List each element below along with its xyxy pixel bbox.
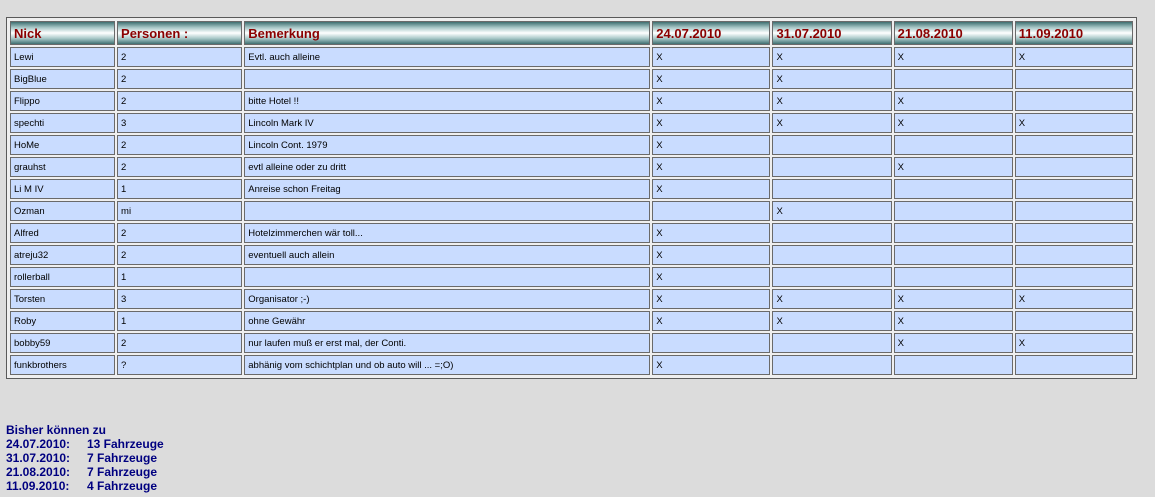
cell-bemerkung: ohne Gewähr xyxy=(244,311,650,331)
cell-personen: 1 xyxy=(117,267,242,287)
summary-line xyxy=(6,451,164,465)
cell-date-4 xyxy=(1015,91,1133,111)
cell-bemerkung: Evtl. auch alleine xyxy=(244,47,650,67)
cell-nick: Alfred xyxy=(10,223,115,243)
cell-date-4 xyxy=(1015,355,1133,375)
summary-count: 7 Fahrzeuge xyxy=(87,451,158,465)
table-row xyxy=(10,267,1133,287)
cell-date-3: X xyxy=(894,113,1013,133)
table-row xyxy=(10,69,1133,89)
summary-date: 24.07.2010: xyxy=(6,437,71,451)
cell-date-3: X xyxy=(894,289,1013,309)
table-row xyxy=(10,289,1133,309)
table-row xyxy=(10,223,1133,243)
cell-bemerkung xyxy=(244,201,650,221)
cell-date-4 xyxy=(1015,135,1133,155)
cell-personen: 2 xyxy=(117,333,242,353)
cell-date-4 xyxy=(1015,223,1133,243)
cell-date-2 xyxy=(772,355,891,375)
table-row xyxy=(10,355,1133,375)
cell-bemerkung: Hotelzimmerchen wär toll... xyxy=(244,223,650,243)
summary-date: 11.09.2010: xyxy=(6,479,70,493)
table-header-row xyxy=(10,21,1133,45)
header-nick: Nick xyxy=(10,21,115,45)
cell-date-1: X xyxy=(652,267,770,287)
cell-date-3: X xyxy=(894,157,1013,177)
cell-date-2: X xyxy=(772,201,891,221)
cell-bemerkung: nur laufen muß er erst mal, der Conti. xyxy=(244,333,650,353)
cell-personen: 2 xyxy=(117,135,242,155)
cell-date-2: X xyxy=(772,69,891,89)
table-row xyxy=(10,245,1133,265)
header-bemerkung: Bemerkung xyxy=(244,21,650,45)
cell-date-1: X xyxy=(652,91,770,111)
cell-personen: mi xyxy=(117,201,242,221)
cell-date-2: X xyxy=(772,47,891,67)
cell-date-2 xyxy=(772,179,891,199)
cell-bemerkung: Lincoln Mark IV xyxy=(244,113,650,133)
cell-date-3: X xyxy=(894,333,1013,353)
table-body xyxy=(10,47,1133,375)
cell-bemerkung: eventuell auch allein xyxy=(244,245,650,265)
cell-nick: Roby xyxy=(10,311,115,331)
cell-bemerkung: abhänig vom schichtplan und ob auto will ... =;O) xyxy=(244,355,650,375)
cell-nick: grauhst xyxy=(10,157,115,177)
cell-date-3 xyxy=(894,223,1013,243)
cell-date-1: X xyxy=(652,223,770,243)
cell-personen: 2 xyxy=(117,47,242,67)
cell-nick: HoMe xyxy=(10,135,115,155)
cell-date-2: X xyxy=(772,91,891,111)
table-row xyxy=(10,47,1133,67)
cell-nick: rollerball xyxy=(10,267,115,287)
cell-bemerkung: bitte Hotel !! xyxy=(244,91,650,111)
cell-date-4 xyxy=(1015,245,1133,265)
cell-nick: Flippo xyxy=(10,91,115,111)
table-row xyxy=(10,113,1133,133)
cell-date-3 xyxy=(894,135,1013,155)
cell-personen: 2 xyxy=(117,245,242,265)
cell-personen: 2 xyxy=(117,69,242,89)
cell-date-1: X xyxy=(652,311,770,331)
cell-date-4 xyxy=(1015,179,1133,199)
cell-date-2 xyxy=(772,135,891,155)
header-date-4: 11.09.2010 xyxy=(1015,21,1133,45)
summary-line xyxy=(6,479,164,493)
cell-date-2 xyxy=(772,157,891,177)
cell-personen: 2 xyxy=(117,157,242,177)
cell-date-1: X xyxy=(652,47,770,67)
cell-date-3: X xyxy=(894,47,1013,67)
summary-date: 21.08.2010: xyxy=(6,465,71,479)
cell-nick: Lewi xyxy=(10,47,115,67)
header-date-3: 21.08.2010 xyxy=(894,21,1013,45)
cell-nick: Li M IV xyxy=(10,179,115,199)
cell-date-1 xyxy=(652,201,770,221)
cell-date-1: X xyxy=(652,355,770,375)
cell-personen: 1 xyxy=(117,179,242,199)
summary-date: 31.07.2010: xyxy=(6,451,71,465)
header-personen: Personen : xyxy=(117,21,242,45)
cell-date-4 xyxy=(1015,201,1133,221)
cell-date-4 xyxy=(1015,267,1133,287)
cell-date-1: X xyxy=(652,113,770,133)
cell-date-1: X xyxy=(652,245,770,265)
cell-nick: atreju32 xyxy=(10,245,115,265)
cell-personen: 2 xyxy=(117,91,242,111)
cell-date-4: X xyxy=(1015,289,1133,309)
table-row xyxy=(10,201,1133,221)
summary-count: 7 Fahrzeuge xyxy=(87,465,158,479)
cell-date-3 xyxy=(894,245,1013,265)
cell-nick: BigBlue xyxy=(10,69,115,89)
cell-bemerkung: Organisator ;-) xyxy=(244,289,650,309)
table-row xyxy=(10,311,1133,331)
cell-date-2 xyxy=(772,267,891,287)
summary-count: 4 Fahrzeuge xyxy=(87,479,158,493)
cell-personen: ? xyxy=(117,355,242,375)
summary-heading: Bisher können zu xyxy=(6,423,107,437)
table-row xyxy=(10,91,1133,111)
cell-date-4 xyxy=(1015,157,1133,177)
cell-nick: spechti xyxy=(10,113,115,133)
cell-bemerkung: Anreise schon Freitag xyxy=(244,179,650,199)
cell-personen: 3 xyxy=(117,289,242,309)
cell-bemerkung: Lincoln Cont. 1979 xyxy=(244,135,650,155)
cell-date-4: X xyxy=(1015,47,1133,67)
cell-date-3 xyxy=(894,69,1013,89)
cell-date-2: X xyxy=(772,311,891,331)
table-row xyxy=(10,333,1133,353)
cell-bemerkung xyxy=(244,267,650,287)
cell-personen: 2 xyxy=(117,223,242,243)
cell-date-4: X xyxy=(1015,113,1133,133)
cell-nick: bobby59 xyxy=(10,333,115,353)
cell-bemerkung: evtl alleine oder zu dritt xyxy=(244,157,650,177)
signup-table-frame xyxy=(6,17,1137,379)
cell-date-3 xyxy=(894,355,1013,375)
cell-date-1: X xyxy=(652,289,770,309)
cell-nick: Torsten xyxy=(10,289,115,309)
cell-date-2: X xyxy=(772,113,891,133)
cell-date-3 xyxy=(894,267,1013,287)
cell-nick: funkbrothers xyxy=(10,355,115,375)
cell-date-3 xyxy=(894,179,1013,199)
signup-table xyxy=(8,19,1135,377)
summary-line xyxy=(6,437,164,451)
cell-bemerkung xyxy=(244,69,650,89)
summary-line xyxy=(6,465,164,479)
cell-nick: Ozman xyxy=(10,201,115,221)
cell-date-4: X xyxy=(1015,333,1133,353)
cell-date-2 xyxy=(772,223,891,243)
cell-date-3: X xyxy=(894,91,1013,111)
cell-date-4 xyxy=(1015,69,1133,89)
table-row xyxy=(10,179,1133,199)
cell-date-1: X xyxy=(652,179,770,199)
table-row xyxy=(10,157,1133,177)
cell-date-4 xyxy=(1015,311,1133,331)
cell-date-2: X xyxy=(772,289,891,309)
table-row xyxy=(10,135,1133,155)
cell-date-2 xyxy=(772,333,891,353)
cell-date-1: X xyxy=(652,135,770,155)
header-date-1: 24.07.2010 xyxy=(652,21,770,45)
cell-date-3: X xyxy=(894,311,1013,331)
cell-date-1: X xyxy=(652,69,770,89)
cell-personen: 3 xyxy=(117,113,242,133)
cell-date-1: X xyxy=(652,157,770,177)
header-date-2: 31.07.2010 xyxy=(772,21,891,45)
cell-date-3 xyxy=(894,201,1013,221)
summary-count: 13 Fahrzeuge xyxy=(87,437,164,451)
vehicle-summary xyxy=(6,423,164,493)
cell-date-2 xyxy=(772,245,891,265)
cell-personen: 1 xyxy=(117,311,242,331)
cell-date-1 xyxy=(652,333,770,353)
